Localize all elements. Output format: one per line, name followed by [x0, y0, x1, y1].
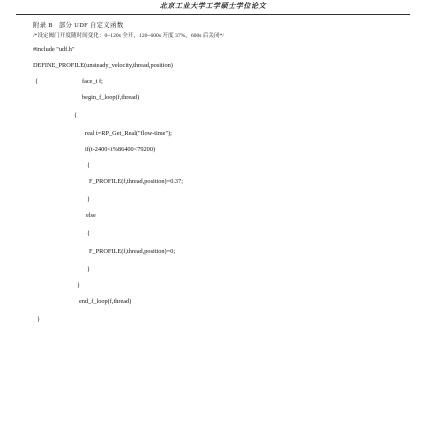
code-brace-close-4: }: [87, 266, 91, 273]
code-brace-open-2: {: [74, 112, 78, 119]
code-real-decl: real t=RP_Get_Real("flow-time");: [85, 130, 172, 137]
code-face-decl: face_t f;: [82, 78, 103, 85]
code-profile-2: F_PROFILE(f,thread,position)=0;: [89, 248, 176, 255]
code-else: else: [86, 212, 96, 219]
page-header: 北京工业大学工学硕士学位论文: [159, 2, 267, 10]
code-brace-open-4: {: [87, 230, 91, 237]
code-if: if(t-2400<t%86400<79200): [85, 146, 156, 153]
code-brace-close-1: }: [37, 316, 41, 323]
code-brace-open-1: {: [35, 78, 39, 85]
code-brace-close-2: }: [77, 282, 81, 289]
code-end-loop: end_f_loop(f,thread): [79, 298, 132, 305]
code-brace-open-3: {: [87, 162, 91, 169]
code-comment: /*设定阀门开度随时间变化：0~120s 全开，120~600s 开度 37%，600s 后关闭*/: [33, 33, 224, 39]
code-include: #include "udf.h": [33, 46, 75, 53]
code-brace-close-3: }: [87, 196, 91, 203]
appendix-title: 附录 B 部分 UDF 自定义函数: [33, 22, 124, 29]
header-rule: [16, 14, 410, 15]
code-define: DEFINE_PROFILE(unsteady_velocity,thread,position): [33, 62, 173, 69]
code-profile-1: F_PROFILE(f,thread,position)=0.37;: [89, 178, 183, 185]
code-begin-loop: begin_f_loop(f,thread): [82, 94, 140, 101]
